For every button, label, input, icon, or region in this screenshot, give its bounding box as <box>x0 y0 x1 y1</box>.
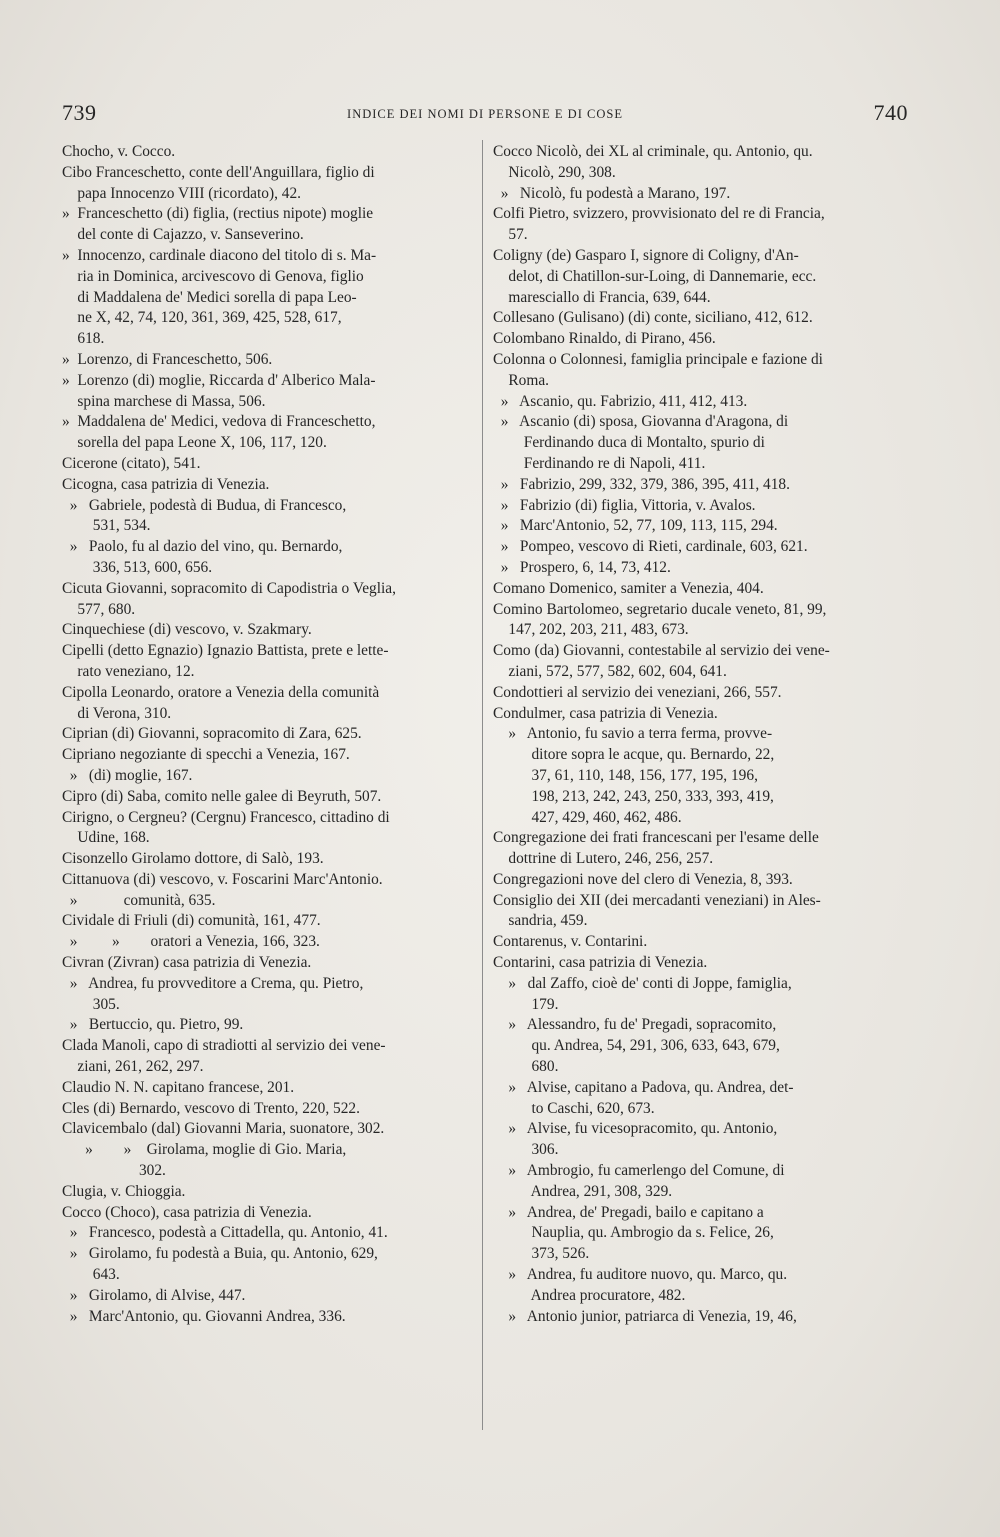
index-line: Cocco (Choco), casa patrizia di Venezia. <box>62 1203 312 1221</box>
index-line: Comano Domenico, samiter a Venezia, 404. <box>493 579 764 597</box>
page-header <box>62 100 908 130</box>
index-line: 147, 202, 203, 211, 483, 673. <box>493 621 689 639</box>
index-line: Andrea procuratore, 482. <box>493 1286 686 1304</box>
index-line: » Prospero, 6, 14, 73, 412. <box>493 558 671 576</box>
index-line: sorella del papa Leone X, 106, 117, 120. <box>62 434 327 452</box>
index-line: 305. <box>62 995 120 1013</box>
left-page-number: 739 <box>62 100 97 125</box>
index-line: papa Innocenzo VIII (ricordato), 42. <box>62 184 302 202</box>
index-line: Andrea, 291, 308, 329. <box>493 1182 673 1200</box>
index-line: spina marchese di Massa, 506. <box>62 392 266 410</box>
index-line: » Gabriele, podestà di Budua, di Francesco, <box>62 496 347 514</box>
index-line: dottrine di Lutero, 246, 256, 257. <box>493 850 714 868</box>
index-line: » Pompeo, vescovo di Rieti, cardinale, 603, 621. <box>493 538 808 556</box>
index-line: Ferdinando duca di Montalto, spurio di <box>493 434 765 452</box>
index-line: delot, di Chatillon-sur-Loing, di Dannemarie, ecc. <box>493 267 817 285</box>
index-line: 427, 429, 460, 462, 486. <box>493 808 682 826</box>
index-line: » dal Zaffo, cioè de' conti di Joppe, famiglia, <box>493 974 792 992</box>
index-line: » Marc'Antonio, qu. Giovanni Andrea, 336. <box>62 1307 346 1325</box>
index-line: Colonna o Colonnesi, famiglia principale e fazione di <box>493 350 823 368</box>
index-line: Cinquechiese (di) vescovo, v. Szakmary. <box>62 621 312 639</box>
index-line: 306. <box>493 1141 559 1159</box>
index-line: Cocco Nicolò, dei XL al criminale, qu. Antonio, qu. <box>493 143 813 160</box>
index-line: Cibo Franceschetto, conte dell'Anguillara, figlio di <box>62 163 375 181</box>
index-line: » Marc'Antonio, 52, 77, 109, 113, 115, 294. <box>493 517 778 535</box>
index-line: » Fabrizio (di) figlia, Vittoria, v. Avalos. <box>493 496 756 514</box>
index-line: Cicerone (citato), 541. <box>62 454 201 472</box>
index-line: Clugia, v. Chioggia. <box>62 1182 186 1200</box>
index-line: » Ascanio, qu. Fabrizio, 411, 412, 413. <box>493 392 748 410</box>
index-line: » Antonio junior, patriarca di Venezia, 19, 46, <box>493 1307 797 1325</box>
index-line: » Lorenzo (di) moglie, Riccarda d' Alberico Mala- <box>62 371 376 389</box>
index-line: Clada Manoli, capo di stradiotti al servizio dei vene- <box>62 1037 386 1055</box>
index-line: Ciprian (di) Giovanni, sopracomito di Zara, 625. <box>62 725 362 743</box>
index-line: 302. <box>62 1162 166 1180</box>
index-line: Colombano Rinaldo, di Pirano, 456. <box>493 330 716 348</box>
index-line: » Ambrogio, fu camerlengo del Comune, di <box>493 1162 785 1180</box>
index-line: » Andrea, fu provveditore a Crema, qu. Pietro, <box>62 974 364 992</box>
index-line: ziani, 572, 577, 582, 602, 604, 641. <box>493 662 727 680</box>
index-line: » Alvise, fu vicesopracomito, qu. Antonio, <box>493 1120 778 1138</box>
index-line: Cipelli (detto Egnazio) Ignazio Battista, prete e lette- <box>62 642 389 660</box>
index-line: Cisonzello Girolamo dottore, di Salò, 193. <box>62 850 324 868</box>
column-divider <box>482 140 483 1430</box>
index-line: Congregazione dei frati francescani per l'esame delle <box>493 829 819 847</box>
index-line: Cles (di) Bernardo, vescovo di Trento, 220, 522. <box>62 1099 360 1117</box>
index-line: Comino Bartolomeo, segretario ducale veneto, 81, 99, <box>493 600 827 618</box>
index-line: » Alessandro, fu de' Pregadi, sopracomito, <box>493 1016 777 1034</box>
index-line: Nauplia, qu. Ambrogio da s. Felice, 26, <box>493 1224 774 1242</box>
index-line: 57. <box>493 226 528 244</box>
index-line: Cividale di Friuli (di) comunità, 161, 477. <box>62 912 321 930</box>
index-line: Cittanuova (di) vescovo, v. Foscarini Marc'Antonio. <box>62 870 383 888</box>
index-line: Contarini, casa patrizia di Venezia. <box>493 954 708 972</box>
index-line: maresciallo di Francia, 639, 644. <box>493 288 711 306</box>
index-line: Cipolla Leonardo, oratore a Venezia della comunità <box>62 683 380 701</box>
index-line: Chocho, v. Cocco. <box>62 143 176 160</box>
index-line: qu. Andrea, 54, 291, 306, 633, 643, 679, <box>493 1037 780 1055</box>
index-line: 577, 680. <box>62 600 136 618</box>
index-line: 373, 526. <box>493 1245 590 1263</box>
index-line: rato veneziano, 12. <box>62 662 195 680</box>
index-line: 618. <box>62 330 105 348</box>
index-line: » Franceschetto (di) figlia, (rectius nipote) moglie <box>62 205 374 223</box>
index-line: » Paolo, fu al dazio del vino, qu. Bernardo, <box>62 538 343 556</box>
index-line: Collesano (Gulisano) (di) conte, siciliano, 412, 612. <box>493 309 813 327</box>
index-line: Condulmer, casa patrizia di Venezia. <box>493 704 718 722</box>
index-line: 643. <box>62 1266 120 1284</box>
index-line: Cicuta Giovanni, sopracomito di Capodistria o Veglia, <box>62 579 396 597</box>
index-line: ne X, 42, 74, 120, 361, 369, 425, 528, 617, <box>62 309 342 327</box>
right-page-number: 740 <box>873 100 908 125</box>
index-line: Roma. <box>493 371 550 389</box>
index-line: Colfi Pietro, svizzero, provvisionato del re di Francia, <box>493 205 825 223</box>
index-line: » Alvise, capitano a Padova, qu. Andrea, det- <box>493 1078 794 1096</box>
index-line: Ferdinando re di Napoli, 411. <box>493 454 706 472</box>
index-line: Coligny (de) Gasparo I, signore di Coligny, d'An- <box>493 246 799 264</box>
index-line: Claudio N. N. capitano francese, 201. <box>62 1078 295 1096</box>
index-line: » Nicolò, fu podestà a Marano, 197. <box>493 184 731 202</box>
index-line: 336, 513, 600, 656. <box>62 558 213 576</box>
index-line: Consiglio dei XII (dei mercadanti veneziani) in Ales- <box>493 891 821 909</box>
index-line: di Verona, 310. <box>62 704 172 722</box>
index-line: ria in Dominica, arcivescovo di Genova, figlio <box>62 267 364 285</box>
index-line: » Andrea, fu auditore nuovo, qu. Marco, qu. <box>493 1266 788 1284</box>
index-line: » Innocenzo, cardinale diacono del titolo di s. Ma- <box>62 246 377 264</box>
index-line: ziani, 261, 262, 297. <box>62 1058 204 1076</box>
index-line: Clavicembalo (dal) Giovanni Maria, suonatore, 302. <box>62 1120 385 1138</box>
index-line: to Caschi, 620, 673. <box>493 1099 655 1117</box>
index-line: Udine, 168. <box>62 829 150 847</box>
index-line: Condottieri al servizio dei veneziani, 266, 557. <box>493 683 782 701</box>
index-line: Como (da) Giovanni, contestabile al servizio dei vene- <box>493 642 830 660</box>
index-line: ditore sopra le acque, qu. Bernardo, 22, <box>493 746 775 764</box>
index-line: » Antonio, fu savio a terra ferma, provve- <box>493 725 773 743</box>
right-index-column <box>493 142 905 1327</box>
index-line: 37, 61, 110, 148, 156, 177, 195, 196, <box>493 766 758 784</box>
index-line: » (di) moglie, 167. <box>62 766 193 784</box>
index-line: » Fabrizio, 299, 332, 379, 386, 395, 411, 418. <box>493 475 790 493</box>
index-line: Contarenus, v. Contarini. <box>493 933 648 951</box>
left-index-column <box>62 142 474 1327</box>
index-line: di Maddalena de' Medici sorella di papa Leo- <box>62 288 357 306</box>
index-line: del conte di Cajazzo, v. Sanseverino. <box>62 226 304 244</box>
index-line: » Lorenzo, di Franceschetto, 506. <box>62 350 273 368</box>
index-line: » Maddalena de' Medici, vedova di Franceschetto, <box>62 413 376 431</box>
index-line: » Bertuccio, qu. Pietro, 99. <box>62 1016 244 1034</box>
index-line: Cipriano negoziante di specchi a Venezia, 167. <box>62 746 350 764</box>
index-line: » Ascanio (di) sposa, Giovanna d'Aragona, di <box>493 413 789 431</box>
index-line: Cicogna, casa patrizia di Venezia. <box>62 475 270 493</box>
index-line: Civran (Zivran) casa patrizia di Venezia. <box>62 954 312 972</box>
index-line: » Francesco, podestà a Cittadella, qu. Antonio, 41. <box>62 1224 388 1242</box>
index-line: 680. <box>493 1058 559 1076</box>
index-line: Nicolò, 290, 308. <box>493 163 616 181</box>
index-line: » » oratori a Venezia, 166, 323. <box>62 933 320 951</box>
index-line: Cirigno, o Cergneu? (Cergnu) Francesco, cittadino di <box>62 808 390 826</box>
index-line: 179. <box>493 995 559 1013</box>
index-line: » Girolamo, fu podestà a Buia, qu. Antonio, 629, <box>62 1245 378 1263</box>
index-line: » » Girolama, moglie di Gio. Maria, <box>62 1141 347 1159</box>
index-line: 198, 213, 242, 243, 250, 333, 393, 419, <box>493 787 774 805</box>
index-line: Congregazioni nove del clero di Venezia, 8, 393. <box>493 870 793 888</box>
index-line: » comunità, 635. <box>62 891 216 909</box>
running-title: INDICE DEI NOMI DI PERSONE E DI COSE <box>347 107 623 121</box>
index-line: » Andrea, de' Pregadi, bailo e capitano a <box>493 1203 764 1221</box>
index-line: » Girolamo, di Alvise, 447. <box>62 1286 246 1304</box>
index-line: sandria, 459. <box>493 912 588 930</box>
index-line: 531, 534. <box>62 517 151 535</box>
index-line: Cipro (di) Saba, comito nelle galee di Beyruth, 507. <box>62 787 382 805</box>
